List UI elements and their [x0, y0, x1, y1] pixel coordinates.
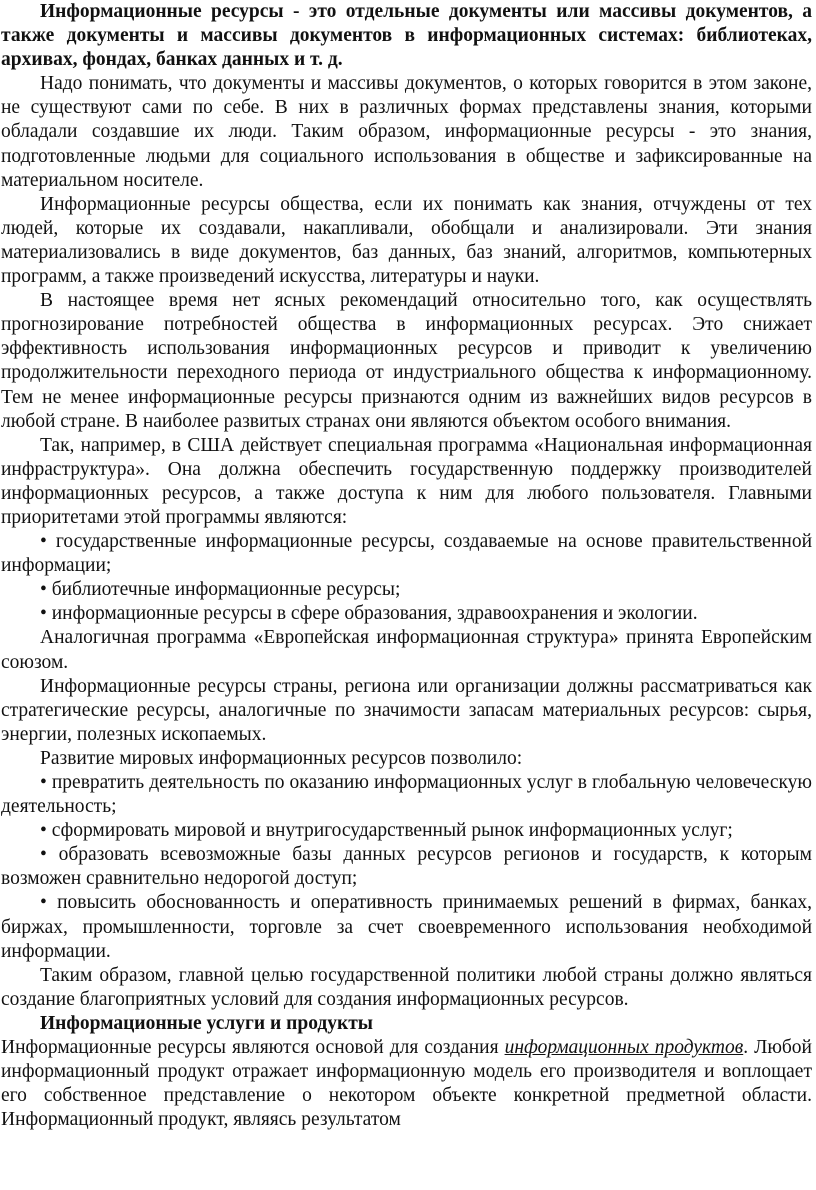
paragraph-8: Таким образом, главной целью государственной политики любой страны должно являться создание благоприятных условий для создания информационных ресурсов. [1, 964, 812, 1010]
list2-item: • образовать всевозможные базы данных ресурсов регионов и государств, к которым возможен сравнительно недорогой доступ; [1, 844, 812, 890]
section-heading: Информационные услуги и продукты [40, 1012, 374, 1034]
paragraph-3: В настоящее время нет ясных рекомендаций относительно того, как осуществлять прогнозирование потребностей общества в информационных ресурсах. Это снижает эффективность использования информационных ресурсов и приводит к увеличению продолжительности переходного периода от индустриального общества к информационному. Тем не менее информационные ресурсы признаются одним из важнейших видов ресурсов в любой стране. В наиболее развитых странах они являются объектом особого внимания. [1, 290, 812, 432]
paragraph-2: Информационные ресурсы общества, если их понимать как знания, отчуждены от тех людей, которые их создавали, накапливали, обобщали и анализировали. Эти знания материализовались в виде документов, баз данных, баз знаний, алгоритмов, компьютерных программ, а также произведений искусства, литературы и науки. [1, 193, 812, 288]
last-text-start: Информационные ресурсы являются основой для создания [1, 1037, 505, 1059]
paragraph-1: Надо понимать, что документы и массивы документов, о которых говорится в этом законе, не существуют сами по себе. В них в различных формах представлены знания, которыми обладали создавшие их люди. Таким образом, информационные ресурсы - это знания, подготовленные людьми для социального использования в обществе и зафиксированные на материальном носителе. [1, 73, 812, 191]
paragraph-4: Так, например, в США действует специальная программа «Национальная информационная инфраструктура». Она должна обеспечить государственную поддержку производителей информационных ресурсов, а также доступа к ним для любого пользователя. Главными приоритетами этой программы являются: [1, 434, 812, 528]
list2-item: • повысить обоснованность и оперативность принимаемых решений в фирмах, банках, биржах, промышленности, торговле за счет своевременного использования необходимой информации. [1, 892, 812, 962]
paragraph-7: Развитие мировых информационных ресурсов позволило: [40, 747, 523, 769]
list1-item: • государственные информационные ресурсы, создаваемые на основе правительственной информации; [1, 531, 812, 577]
info-products-link[interactable]: информационных продуктов [504, 1037, 744, 1059]
paragraph-last [1, 1036, 812, 1132]
last-text-end: . Любой информационный продукт отражает информационную модель его производителя и воплощает его собственное представление о некотором объекте конкретной предметной области. Информационный продукт, являясь результатом [1, 1037, 812, 1131]
intro-definition: Информационные ресурсы - это отдельные документы или массивы документов, а также документы и массивы документов в информационных системах: библиотеках, архивах, фондах, банках данных и т. д. [1, 1, 812, 71]
list1-item: • библиотечные информационные ресурсы; [40, 579, 401, 601]
paragraph-6: Информационные ресурсы страны, региона или организации должны рассматриваться как стратегические ресурсы, аналогичные по значимости запасам материальных ресурсов: сырья, энергии, полезных ископаемых. [1, 675, 812, 745]
list2-item: • сформировать мировой и внутригосударственный рынок информационных услуг; [40, 820, 733, 842]
paragraph-5: Аналогичная программа «Европейская информационная структура» принята Европейским союзом. [1, 627, 812, 673]
list1-item: • информационные ресурсы в сфере образования, здравоохранения и экологии. [40, 603, 698, 625]
list2-item: • превратить деятельность по оказанию информационных услуг в глобальную человеческую деятельность; [1, 772, 812, 818]
